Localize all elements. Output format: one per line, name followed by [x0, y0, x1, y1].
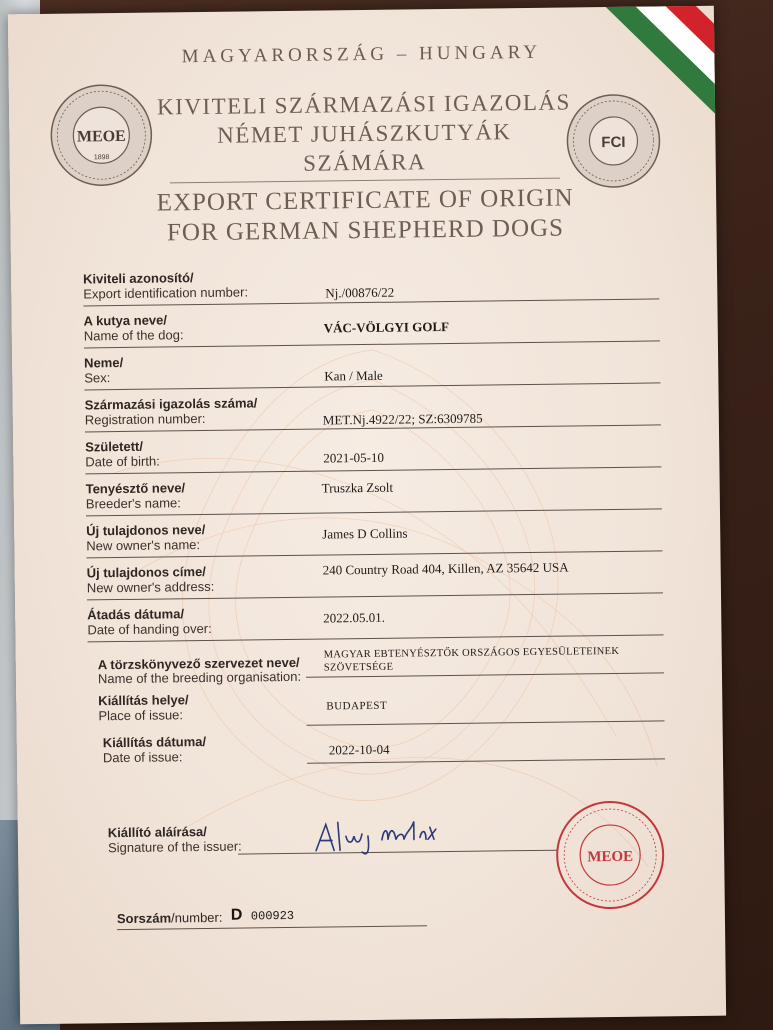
field-label-en: Registration number:	[84, 410, 206, 428]
svg-text:1898: 1898	[93, 154, 110, 162]
serial-label-bold: Sorszám	[116, 910, 172, 927]
field-label-hu: Új tulajdonos neve/	[86, 521, 206, 539]
title-english	[130, 183, 601, 249]
field-label-en: Date of handing over:	[87, 620, 212, 638]
signature-block	[108, 820, 559, 885]
field-place-of-issue	[88, 686, 664, 733]
fci-seal	[565, 92, 662, 189]
field-label-hu: Tenyésztő neve/	[85, 480, 186, 497]
serial-label-rest: /number:	[171, 909, 223, 926]
title-hu-line: SZÁMÁRA	[303, 149, 427, 176]
field-label-hu: A törzskönyvező szervezet neve/	[97, 654, 300, 673]
field-label-en: Sex:	[84, 370, 111, 386]
field-new-owner-name	[86, 516, 662, 563]
field-new-owner-address	[87, 558, 663, 605]
field-breeding-organisation	[88, 642, 664, 689]
field-label-en: Name of the dog:	[83, 327, 184, 344]
field-underline	[307, 758, 665, 763]
field-value: 240 Country Road 404, Killen, AZ 35642 USA	[322, 559, 569, 578]
serial-value: 000923	[250, 908, 295, 924]
field-label-en: New owner's address:	[86, 578, 215, 596]
field-label-hu: Kiállítás dátuma/	[102, 733, 207, 751]
serial-letter: D	[230, 906, 243, 924]
serial-label	[117, 910, 223, 926]
official-stamp	[553, 798, 666, 911]
title-hungarian	[149, 87, 580, 179]
field-registration-number	[85, 390, 661, 437]
field-label-en: New owner's name:	[86, 537, 201, 554]
title-hu-line: KIVITELI SZÁRMAZÁSI IGAZOLÁS	[156, 89, 572, 120]
field-value: 2022-10-04	[328, 741, 390, 758]
field-value: 2022.05.01.	[323, 609, 386, 626]
field-sex	[84, 348, 660, 395]
field-label-hu: Új tulajdonos címe/	[86, 563, 206, 581]
field-label-hu: Neme/	[84, 354, 124, 371]
field-value: Nj./00876/22	[325, 284, 395, 301]
svg-text:MEOE: MEOE	[587, 848, 634, 866]
title-en-line: EXPORT CERTIFICATE OF ORIGIN	[156, 184, 574, 217]
field-label-en: Date of birth:	[85, 453, 160, 470]
field-breeder-name	[86, 474, 662, 521]
svg-text:MEOE: MEOE	[76, 127, 126, 146]
field-value: VÁC-VÖLGYI GOLF	[323, 318, 450, 336]
field-value: 2021-05-10	[323, 449, 385, 466]
field-label-en: Date of issue:	[102, 749, 183, 766]
title-hu-line: NÉMET JUHÁSZKUTYÁK	[217, 119, 512, 148]
field-label-hu: Született/	[85, 438, 144, 455]
field-label-hu: Kiállítás helye/	[98, 692, 189, 709]
field-value: Kan / Male	[324, 367, 383, 384]
field-date-of-birth	[85, 432, 661, 479]
field-export-id	[83, 264, 659, 311]
field-label-hu: Származási igazolás száma/	[84, 395, 258, 413]
field-value: MAGYAR EBTENYÉSZTŐK ORSZÁGOS EGYESÜLETEINEK SZÖVETSÉGE	[323, 645, 620, 674]
field-label-en: Name of the breeding organisation:	[97, 668, 302, 687]
field-label-hu: A kutya neve/	[83, 312, 168, 329]
serial-underline	[117, 925, 427, 930]
field-label-en: Place of issue:	[98, 707, 184, 724]
field-label-en: Breeder's name:	[85, 495, 181, 512]
signature-label-en: Signature of the issuer:	[107, 838, 242, 856]
field-label-en: Export identification number:	[83, 284, 249, 302]
field-label-hu: Kiviteli azonosító/	[83, 270, 194, 287]
field-date-of-issue	[89, 728, 665, 775]
country-heading: MAGYARORSZÁG – HUNGARY	[181, 41, 542, 68]
field-label-hu: Átadás dátuma/	[87, 606, 185, 623]
field-underline	[307, 720, 665, 725]
field-value: Truszka Zsolt	[321, 479, 394, 496]
field-value: James D Collins	[322, 525, 408, 542]
field-underline	[85, 466, 661, 474]
title-en-line: FOR GERMAN SHEPHERD DOGS	[166, 214, 565, 247]
field-dog-name	[84, 306, 660, 353]
field-value: BUDAPEST	[326, 699, 388, 713]
signature-label-hu: Kiállító aláírása/	[107, 823, 207, 841]
svg-text:FCI: FCI	[601, 133, 626, 152]
handwritten-signature	[308, 809, 469, 859]
field-handing-over-date	[87, 600, 663, 647]
serial-number	[117, 903, 427, 937]
certificate-paper	[8, 6, 726, 1025]
meoe-seal	[49, 83, 154, 188]
field-value: MET.Nj.4922/22; SZ:6309785	[322, 410, 483, 428]
